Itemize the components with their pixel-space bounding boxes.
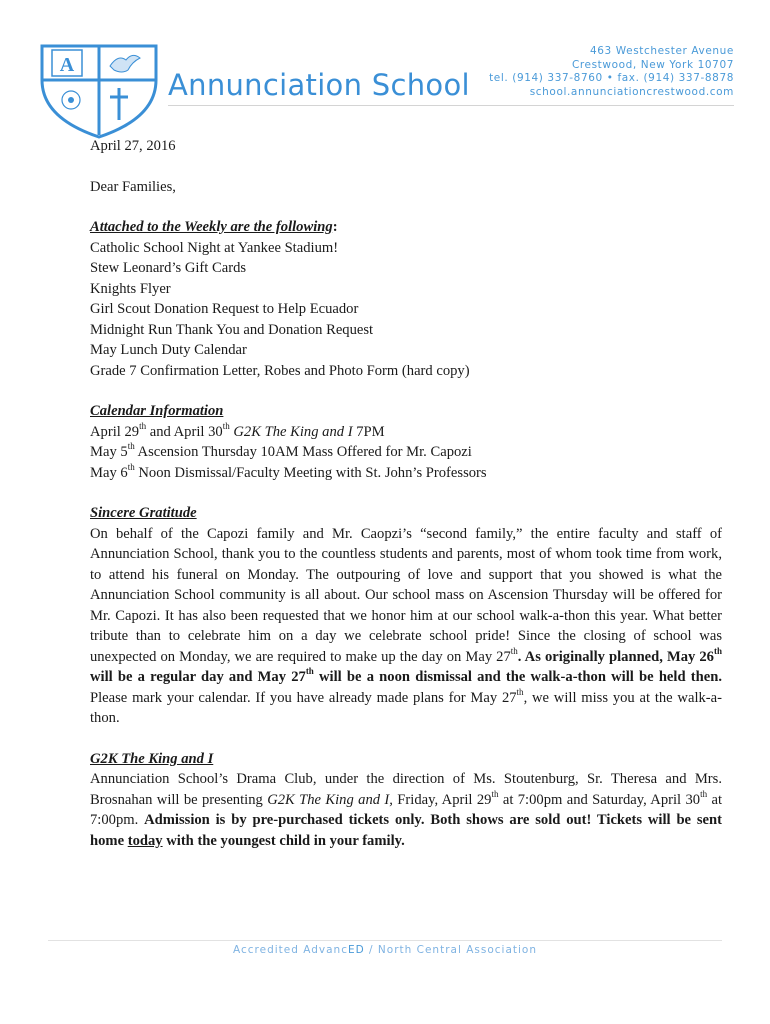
letter-date: April 27, 2016: [90, 138, 176, 154]
accreditation-footer: Accredited AdvancED / North Central Association: [232, 944, 537, 956]
attachment-item: Catholic School Night at Yankee Stadium!: [90, 239, 339, 256]
attachments-section: [90, 217, 722, 381]
attachment-item: Knights Flyer: [90, 280, 171, 297]
address-line-1: 463 Westchester Avenue: [590, 45, 734, 57]
school-website: school.annunciationcrestwood.com: [529, 85, 734, 98]
letter-greeting: Dear Families,: [90, 178, 176, 195]
header-divider: [168, 105, 734, 106]
address-line-2: Crestwood, New York 10707: [571, 58, 734, 71]
school-crest-logo: [38, 40, 160, 140]
attachment-item: Girl Scout Donation Request to Help Ecuador: [90, 301, 359, 317]
footer-divider: [48, 940, 722, 941]
calendar-heading: Calendar Information: [90, 403, 224, 419]
calendar-section: [90, 401, 722, 483]
calendar-item: April 29th and April 30th G2K The King and I 7PM: [90, 420, 385, 440]
phone-fax: tel. (914) 337-8760 • fax. (914) 337-8878: [489, 72, 734, 84]
attachment-item: Midnight Run Thank You and Donation Request: [90, 321, 374, 338]
school-address: [489, 45, 734, 99]
calendar-item: May 6th Noon Dismissal/Faculty Meeting with St. John’s Professors: [90, 461, 487, 481]
logo-letter: A: [59, 54, 75, 76]
gratitude-section: [90, 503, 722, 729]
g2k-section: [90, 749, 722, 852]
attachment-item: May Lunch Duty Calendar: [90, 342, 247, 358]
letter-body: [90, 136, 722, 871]
gratitude-paragraph: On behalf of the Capozi family and Mr. Caopzi’s “second family,” the entire faculty and staff of Annunciation School, thank you to the countless students and parents, most of whom took time from work, to attend his funeral on Monday. The outpouring of love and support that you showed is what the Annunciation School community is all about. Our school mass on Ascension Thursday will be offered for Mr. Capozi. It has also been requested that we honor him at our school walk-a-thon this year. What better tribute than to celebrate him on a day we celebrate school pride! Since the closing of school was unexpected on Monday, we are required to make up the day on May 27th. As originally planned, May 26th will be a regular day and May 27th will be a noon dismissal and the walk-a-thon will be held then. Please mark your calendar. If you have already made plans for May 27th, we will miss you at the walk-a-thon.: [90, 525, 722, 726]
attachment-item: Grade 7 Confirmation Letter, Robes and Photo Form (hard copy): [90, 362, 470, 379]
g2k-paragraph: Annunciation School’s Drama Club, under the direction of Ms. Stoutenburg, Sr. Theresa and Mrs. Brosnahan will be presenting G2K The King and I, Friday, April 29th at 7:00pm and Saturday, April 30th at 7:00pm. Admission is by pre-purchased tickets only. Both shows are sold out! Tickets will be sent home today with the youngest child in your family.: [90, 771, 723, 849]
attachment-item: Stew Leonard’s Gift Cards: [90, 260, 247, 276]
gratitude-heading: Sincere Gratitude: [90, 505, 197, 521]
calendar-item: May 5th Ascension Thursday 10AM Mass Offered for Mr. Capozi: [90, 441, 472, 460]
g2k-heading: G2K The King and I: [90, 750, 214, 767]
attachments-heading: Attached to the Weekly are the following:: [90, 219, 338, 235]
school-name: Annunciation School: [168, 68, 470, 102]
